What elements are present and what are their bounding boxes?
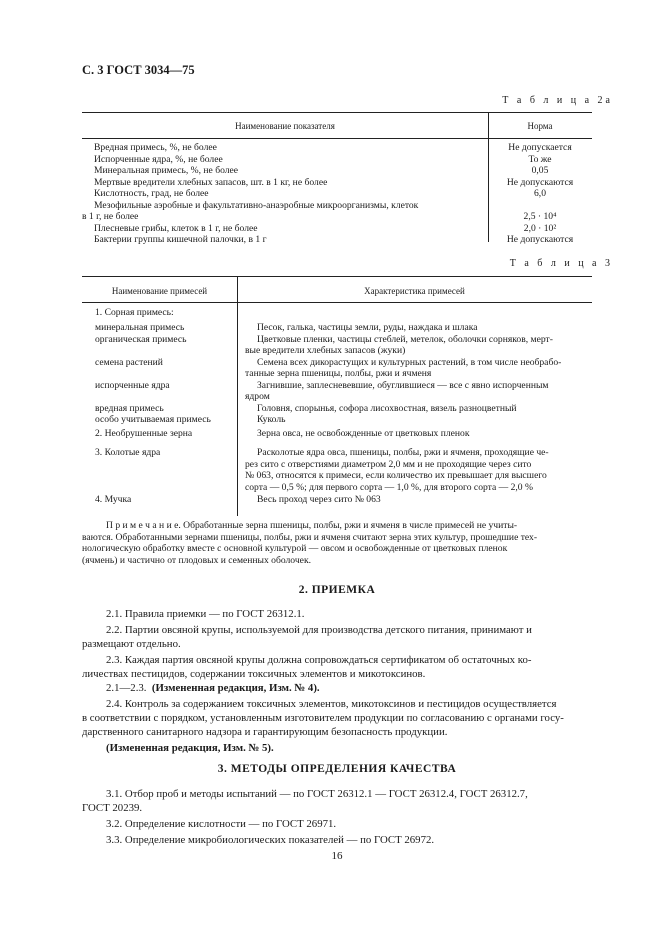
table-cell: 6,0: [534, 188, 546, 199]
revision-note: (Измененная редакция, Изм. № 5).: [106, 742, 274, 754]
table-row: 3. Колотые ядра: [95, 447, 161, 458]
table-cell: То же: [528, 153, 552, 165]
table-3-header-rule: [82, 302, 592, 303]
table-cell: Расколотые ядра овса, пшеницы, полбы, ржи и ячменя, проходящие че-: [257, 447, 549, 458]
table-cell: Цветковые пленки, частицы стеблей, метелок, оболочки сорняков, мерт-: [257, 333, 553, 345]
paragraph: ГОСТ 20239.: [82, 802, 143, 814]
table-row: в 1 г, не более: [82, 211, 139, 222]
table-row: органическая примесь: [95, 333, 187, 345]
paragraph: 2.3. Каждая партия овсяной крупы должна сопровождаться сертификатом об остаточных ко-: [106, 654, 532, 666]
table-row: особо учитываемая примесь: [95, 414, 211, 425]
revision-number: 2.1—2.3.: [106, 682, 147, 694]
page-number: 16: [331, 850, 343, 862]
table-cell: 2,0 · 10²: [523, 222, 557, 234]
table-cell: 0,05: [531, 165, 549, 176]
table-2a-col-name: Наименование показателя: [235, 121, 335, 131]
table-3-top-rule: [82, 276, 592, 277]
table-row: Минеральная примесь, %, не более: [94, 165, 239, 176]
revision-note: (Измененная редакция, Изм. № 4).: [151, 682, 320, 694]
paragraph: 2.1. Правила приемки — по ГОСТ 26312.1.: [106, 608, 305, 620]
table-row: Кислотность, град, не более: [94, 188, 209, 199]
table-cell: Песок, галька, частицы земли, руды, наждака и шлака: [257, 322, 478, 333]
paragraph: [106, 682, 320, 696]
table-cell: Семена всех дикорастущих и культурных растений, в том числе необрабо-: [257, 356, 562, 368]
table-cell: вые вредители хлебных запасов (жуки): [245, 345, 406, 356]
table-cell: рез сито с отверстиями диаметром 2,0 мм и не проходящие через сито: [245, 458, 532, 470]
table-cell: Весь проход через сито № 063: [257, 494, 381, 505]
table-row: Мезофильные аэробные и факультативно-анаэробные микроорганизмы, клеток: [94, 199, 419, 211]
table-row: 1. Сорная примесь:: [95, 307, 174, 318]
table-cell: танные зерна пшеницы, полбы, ржи и ячменя: [245, 368, 432, 379]
table-2a-header-rule: [82, 138, 592, 139]
table-cell: Не допускаются: [506, 176, 574, 188]
table-3-col-char: Характеристика примесей: [364, 286, 465, 296]
table-cell: ядром: [245, 391, 270, 402]
table-row: семена растений: [95, 356, 163, 368]
table-row: 4. Мучка: [95, 494, 132, 505]
note-line: П р и м е ч а н и е. Обработанные зерна пшеницы, полбы, ржи и ячменя в числе примесей не учиты-: [106, 520, 518, 531]
table-row: 2. Необрушенные зерна: [95, 428, 193, 439]
table-cell: сорта — 0,5 %; для первого сорта — 1,0 %, для второго сорта — 2,0 %: [245, 481, 533, 493]
table-2a-caption: Т а б л и ц а 2а: [502, 95, 613, 106]
note-line: ваются. Обработанными зернами пшеницы, полбы, ржи и ячменя считают зерна этих культур, прошедшие тех-: [82, 531, 538, 543]
table-cell: Куколь: [257, 414, 286, 425]
paragraph: личествах пестицидов, содержании токсичных элементов и микотоксинов.: [82, 668, 426, 680]
paragraph: 3.2. Определение кислотности — по ГОСТ 26971.: [106, 818, 337, 830]
table-cell: № 063, относятся к примеси, если количество их превышает для высшего: [245, 470, 547, 481]
table-row: Плесневые грибы, клеток в 1 г, не более: [94, 222, 258, 234]
table-3-col-divider: [237, 276, 238, 516]
table-2a-col-norm: Норма: [527, 121, 553, 131]
paragraph: 3.1. Отбор проб и методы испытаний — по ГОСТ 26312.1 — ГОСТ 26312.4, ГОСТ 26312.7,: [106, 788, 528, 800]
table-cell: Головня, спорынья, софора лисохвостная, вязель разноцветный: [257, 402, 517, 414]
table-row: минеральная примесь: [95, 322, 185, 333]
paragraph: 2.4. Контроль за содержанием токсичных элементов, микотоксинов и пестицидов осуществляется: [106, 698, 557, 710]
table-cell: Загнившие, заплесневевшие, обуглившиеся — все с явно испорченным: [257, 379, 549, 391]
table-2a-top-rule: [82, 112, 592, 113]
page-header: С. 3 ГОСТ 3034—75: [82, 63, 195, 77]
table-cell: Не допускается: [508, 142, 572, 153]
table-row: Испорченные ядра, %, не более: [94, 153, 223, 165]
table-cell: Зерна овса, не освобожденные от цветковых пленок: [257, 428, 470, 439]
paragraph: 3.3. Определение микробиологических показателей — по ГОСТ 26972.: [106, 834, 435, 846]
table-3-caption: Т а б л и ц а 3: [509, 258, 613, 269]
table-cell: 2,5 · 10⁴: [523, 211, 557, 222]
table-row: Мертвые вредители хлебных запасов, шт. в 1 кг, не более: [94, 176, 328, 188]
table-cell: Не допускаются: [506, 234, 574, 245]
paragraph: дарственного санитарного надзора и гарантирующим безопасность продукции.: [82, 726, 448, 738]
table-3-col-name: Наименование примесей: [111, 286, 208, 296]
table-row: Бактерии группы кишечной палочки, в 1 г: [94, 234, 267, 245]
section-2-title: 2. ПРИЕМКА: [298, 584, 376, 596]
table-row: Вредная примесь, %, не более: [94, 142, 217, 153]
paragraph: размещают отдельно.: [82, 638, 181, 650]
note-line: нологическую обработку вместе с основной культурой — овсом и освобожденные от цветковых пленок: [82, 543, 508, 555]
table-row: испорченные ядра: [95, 379, 170, 391]
paragraph: 2.2. Партии овсяной крупы, используемой для производства детского питания, принимают и: [106, 624, 532, 636]
section-3-title: 3. МЕТОДЫ ОПРЕДЕЛЕНИЯ КАЧЕСТВА: [217, 763, 457, 775]
note-line: (ячмень) и частично от плодовых и семенных оболочек.: [82, 554, 312, 566]
paragraph: в соответствии с порядком, установленным изготовителем продукции по согласованию с органами госу-: [82, 712, 564, 724]
table-row: вредная примесь: [95, 402, 164, 414]
